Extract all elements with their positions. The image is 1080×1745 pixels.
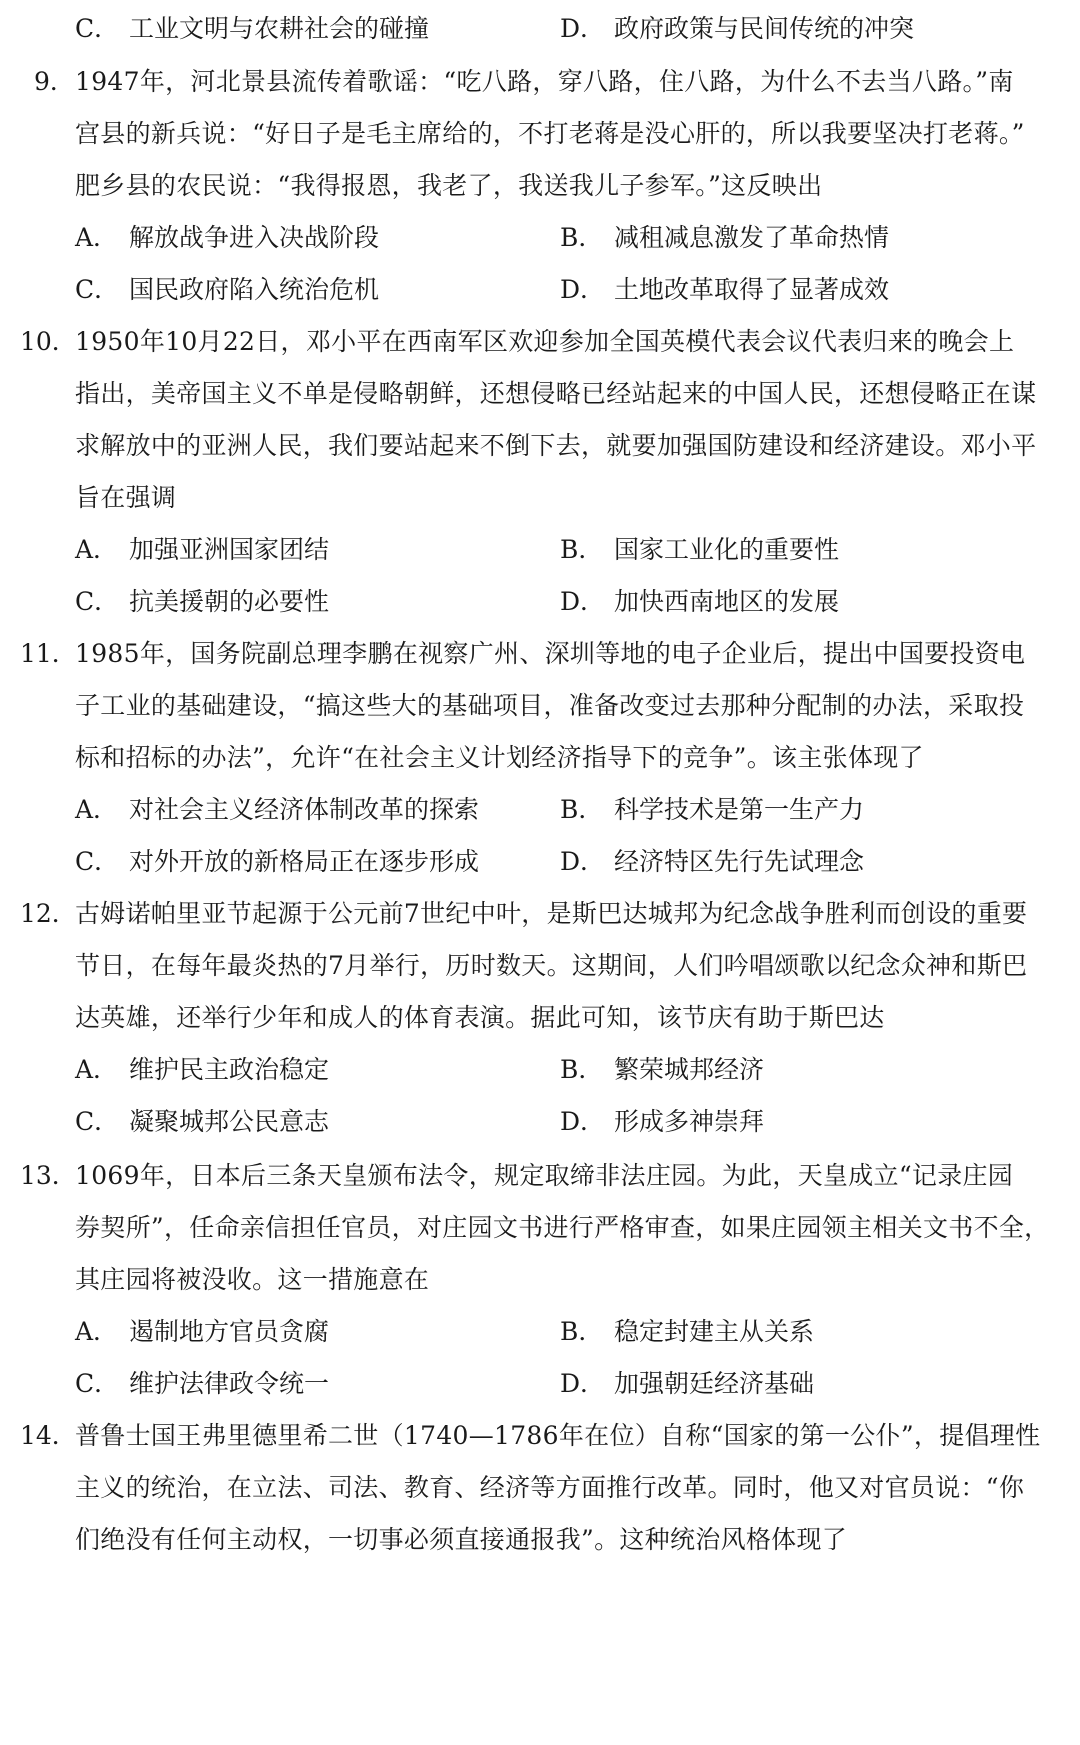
question-11-stem-line-3: 标和招标的办法”，允许“在社会主义计划经济指导下的竞争”。该主张体现了: [75, 743, 924, 772]
option-11-b: [560, 793, 864, 827]
question-10-stem-line-3: 求解放中的亚洲人民，我们要站起来不倒下去，就要加强国防建设和经济建设。邓小平: [75, 431, 1037, 460]
question-12-stem-line-1: 古姆诺帕里亚节起源于公元前7世纪中叶，是斯巴达城邦为纪念战争胜利而创设的重要: [75, 899, 1028, 928]
option-letter: A．: [75, 1317, 119, 1346]
option-text: 凝聚城邦公民意志: [129, 1107, 330, 1136]
option-11-a: [75, 793, 479, 827]
option-text: 土地改革取得了显著成效: [614, 275, 890, 304]
option-13-a: [75, 1315, 329, 1349]
question-10-stem-line-2: 指出，美帝国主义不单是侵略朝鲜，还想侵略已经站起来的中国人民，还想侵略正在谋: [75, 379, 1037, 408]
question-number-12: 12．: [20, 899, 77, 928]
option-13-b: [560, 1315, 814, 1349]
option-10-c: [75, 585, 329, 619]
option-letter: D．: [560, 587, 606, 616]
question-11-stem-line-1: 1985年，国务院副总理李鹏在视察广州、深圳等地的电子企业后，提出中国要投资电: [75, 639, 1026, 668]
option-9-d: [560, 273, 889, 307]
question-9-stem-line-3: 肥乡县的农民说：“我得报恩，我老了，我送我儿子参军。”这反映出: [75, 171, 823, 200]
question-12-stem-line-2: 节日，在每年最炎热的7月举行，历时数天。这期间，人们吟唱颂歌以纪念众神和斯巴: [75, 951, 1028, 980]
option-text: 形成多神崇拜: [614, 1107, 765, 1136]
question-10-stem-line-4: 旨在强调: [75, 483, 177, 512]
option-text: 抗美援朝的必要性: [129, 587, 330, 616]
question-9-stem-line-1: 1947年，河北景县流传着歌谣：“吃八路，穿八路，住八路，为什么不去当八路。”南: [75, 67, 1014, 96]
option-letter: C．: [75, 847, 120, 876]
question-12-stem-line-3: 达英雄，还举行少年和成人的体育表演。据此可知，该节庆有助于斯巴达: [75, 1003, 885, 1032]
option-text: 减租减息激发了革命热情: [614, 223, 890, 252]
option-8-d: [560, 12, 914, 46]
option-letter: C．: [75, 587, 120, 616]
option-letter: B．: [560, 1055, 604, 1084]
question-number-11: 11．: [20, 639, 77, 668]
option-letter: B．: [560, 223, 604, 252]
option-text: 加强亚洲国家团结: [129, 535, 330, 564]
option-10-b: [560, 533, 839, 567]
question-number-14: 14．: [20, 1421, 77, 1450]
option-letter: C．: [75, 275, 120, 304]
question-number-13: 13．: [20, 1161, 77, 1190]
question-11-stem-line-2: 子工业的基础建设，“搞这些大的基础项目，准备改变过去那种分配制的办法，采取投: [75, 691, 1025, 720]
option-10-a: [75, 533, 329, 567]
question-13-stem-line-1: 1069年，日本后三条天皇颁布法令，规定取缔非法庄园。为此，天皇成立“记录庄园: [75, 1161, 1014, 1190]
option-13-c: [75, 1367, 329, 1401]
option-text: 对外开放的新格局正在逐步形成: [129, 847, 480, 876]
question-10-stem-line-1: 1950年10月22日，邓小平在西南军区欢迎参加全国英模代表会议代表归来的晚会上: [75, 327, 1015, 356]
option-letter: A．: [75, 795, 119, 824]
option-text: 维护民主政治稳定: [129, 1055, 330, 1084]
option-text: 经济特区先行先试理念: [614, 847, 865, 876]
option-letter: A．: [75, 1055, 119, 1084]
option-letter: D．: [560, 275, 606, 304]
option-letter: C．: [75, 1369, 120, 1398]
option-12-a: [75, 1053, 329, 1087]
question-number-9: 9．: [34, 67, 75, 96]
option-text: 政府政策与民间传统的冲突: [614, 14, 915, 43]
question-9-stem-line-2: 宫县的新兵说：“好日子是毛主席给的，不打老蒋是没心肝的，所以我要坚决打老蒋。”: [75, 119, 1025, 148]
option-text: 繁荣城邦经济: [614, 1055, 765, 1084]
question-14-stem-line-3: 们绝没有任何主动权，一切事必须直接通报我”。这种统治风格体现了: [75, 1525, 848, 1554]
option-text: 国民政府陷入统治危机: [129, 275, 380, 304]
option-text: 稳定封建主从关系: [614, 1317, 815, 1346]
option-9-a: [75, 221, 379, 255]
option-12-b: [560, 1053, 764, 1087]
option-11-d: [560, 845, 864, 879]
option-text: 国家工业化的重要性: [614, 535, 840, 564]
question-13-stem-line-3: 其庄园将被没收。这一措施意在: [75, 1265, 430, 1294]
option-text: 工业文明与农耕社会的碰撞: [129, 14, 430, 43]
option-9-c: [75, 273, 379, 307]
option-letter: B．: [560, 1317, 604, 1346]
option-text: 维护法律政令统一: [129, 1369, 330, 1398]
option-letter: B．: [560, 795, 604, 824]
question-14-stem-line-2: 主义的统治，在立法、司法、教育、经济等方面推行改革。同时，他又对官员说：“你: [75, 1473, 1025, 1502]
option-letter: A．: [75, 223, 119, 252]
option-text: 加快西南地区的发展: [614, 587, 840, 616]
option-8-c: [75, 12, 429, 46]
option-letter: B．: [560, 535, 604, 564]
option-text: 遏制地方官员贪腐: [129, 1317, 330, 1346]
option-12-d: [560, 1105, 764, 1139]
option-10-d: [560, 585, 839, 619]
option-letter: D．: [560, 14, 606, 43]
option-letter: C．: [75, 1107, 120, 1136]
question-14-stem-line-1: 普鲁士国王弗里德里希二世（1740—1786年在位）自称“国家的第一公仆”，提倡理性: [75, 1421, 1041, 1450]
option-12-c: [75, 1105, 329, 1139]
option-text: 科学技术是第一生产力: [614, 795, 865, 824]
option-11-c: [75, 845, 479, 879]
option-9-b: [560, 221, 889, 255]
option-letter: C．: [75, 14, 120, 43]
question-13-stem-line-2: 券契所”，任命亲信担任官员，对庄园文书进行严格审查，如果庄园领主相关文书不全，: [75, 1213, 1050, 1242]
option-13-d: [560, 1367, 814, 1401]
question-number-10: 10．: [20, 327, 77, 356]
option-letter: D．: [560, 1369, 606, 1398]
option-letter: A．: [75, 535, 119, 564]
option-letter: D．: [560, 1107, 606, 1136]
option-text: 对社会主义经济体制改革的探索: [129, 795, 480, 824]
option-text: 解放战争进入决战阶段: [129, 223, 380, 252]
option-letter: D．: [560, 847, 606, 876]
option-text: 加强朝廷经济基础: [614, 1369, 815, 1398]
